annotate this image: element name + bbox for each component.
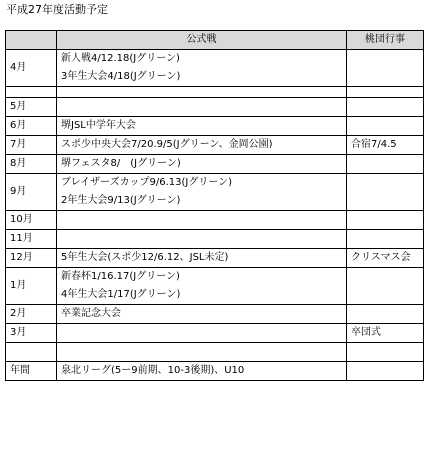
official-game-cell: 堺JSL中学年大会	[57, 117, 347, 136]
month-cell	[6, 343, 57, 362]
official-game-cell: 新人戦4/12.18(Jグリーン)	[57, 50, 347, 69]
header-month	[6, 31, 57, 50]
official-game-cell: 新春杯1/16.17(Jグリーン)	[57, 268, 347, 287]
club-event-cell	[347, 87, 424, 98]
official-game-cell: 4年生大会1/17(Jグリーン)	[57, 286, 347, 305]
table-row	[6, 230, 424, 249]
official-game-cell	[57, 324, 347, 343]
month-cell: 11月	[6, 230, 57, 249]
document-title: 平成27年度活動予定	[6, 3, 108, 16]
table-row	[6, 136, 424, 155]
month-cell: 9月	[6, 174, 57, 211]
table-row	[6, 249, 424, 268]
club-event-cell	[347, 117, 424, 136]
official-game-cell: 卒業記念大会	[57, 305, 347, 324]
club-event-cell	[347, 305, 424, 324]
club-event-cell	[347, 98, 424, 117]
club-event-cell	[347, 211, 424, 230]
official-game-cell	[57, 343, 347, 362]
club-event-cell: 卒団式	[347, 324, 424, 343]
official-game-cell	[57, 211, 347, 230]
month-cell: 12月	[6, 249, 57, 268]
club-event-cell	[347, 362, 424, 381]
official-game-cell: 2年生大会9/13(Jグリーン)	[57, 192, 347, 211]
club-event-cell	[347, 155, 424, 174]
header-club-events: 桃団行事	[347, 31, 424, 50]
table-row	[6, 155, 424, 174]
official-game-cell: 堺フェスタ8/ (Jグリーン)	[57, 155, 347, 174]
month-cell: 3月	[6, 324, 57, 343]
club-event-cell	[347, 268, 424, 305]
month-cell: 8月	[6, 155, 57, 174]
official-game-cell: スポ少中央大会7/20.9/5(Jグリーン、金岡公園)	[57, 136, 347, 155]
month-cell	[6, 87, 57, 98]
official-game-cell: 3年生大会4/18(Jグリーン)	[57, 68, 347, 87]
header-official-games: 公式戦	[57, 31, 347, 50]
month-cell: 6月	[6, 117, 57, 136]
month-cell: 年間	[6, 362, 57, 381]
official-game-cell: ブレイザーズカップ9/6.13(Jグリーン)	[57, 174, 347, 193]
club-event-cell	[347, 50, 424, 87]
table-row	[6, 87, 424, 98]
table-row	[6, 117, 424, 136]
official-game-cell: 泉北リーグ(5ー9前期、10-3後期)、U10	[57, 362, 347, 381]
official-game-cell	[57, 98, 347, 117]
club-event-cell: クリスマス会	[347, 249, 424, 268]
table-row	[6, 362, 424, 381]
header-row	[6, 31, 424, 50]
club-event-cell	[347, 174, 424, 211]
schedule-table	[5, 30, 424, 381]
club-event-cell: 合宿7/4.5	[347, 136, 424, 155]
official-game-cell	[57, 230, 347, 249]
month-cell: 7月	[6, 136, 57, 155]
table-row	[6, 98, 424, 117]
month-cell: 10月	[6, 211, 57, 230]
month-cell: 4月	[6, 50, 57, 87]
table-row	[6, 343, 424, 362]
table-row	[6, 324, 424, 343]
month-cell: 1月	[6, 268, 57, 305]
club-event-cell	[347, 343, 424, 362]
table-row	[6, 174, 424, 193]
table-row	[6, 211, 424, 230]
official-game-cell	[57, 87, 347, 98]
month-cell: 2月	[6, 305, 57, 324]
table-row	[6, 268, 424, 287]
official-game-cell: 5年生大会(スポ少12/6.12、JSL未定)	[57, 249, 347, 268]
table-row	[6, 50, 424, 69]
table-row	[6, 305, 424, 324]
month-cell: 5月	[6, 98, 57, 117]
club-event-cell	[347, 230, 424, 249]
